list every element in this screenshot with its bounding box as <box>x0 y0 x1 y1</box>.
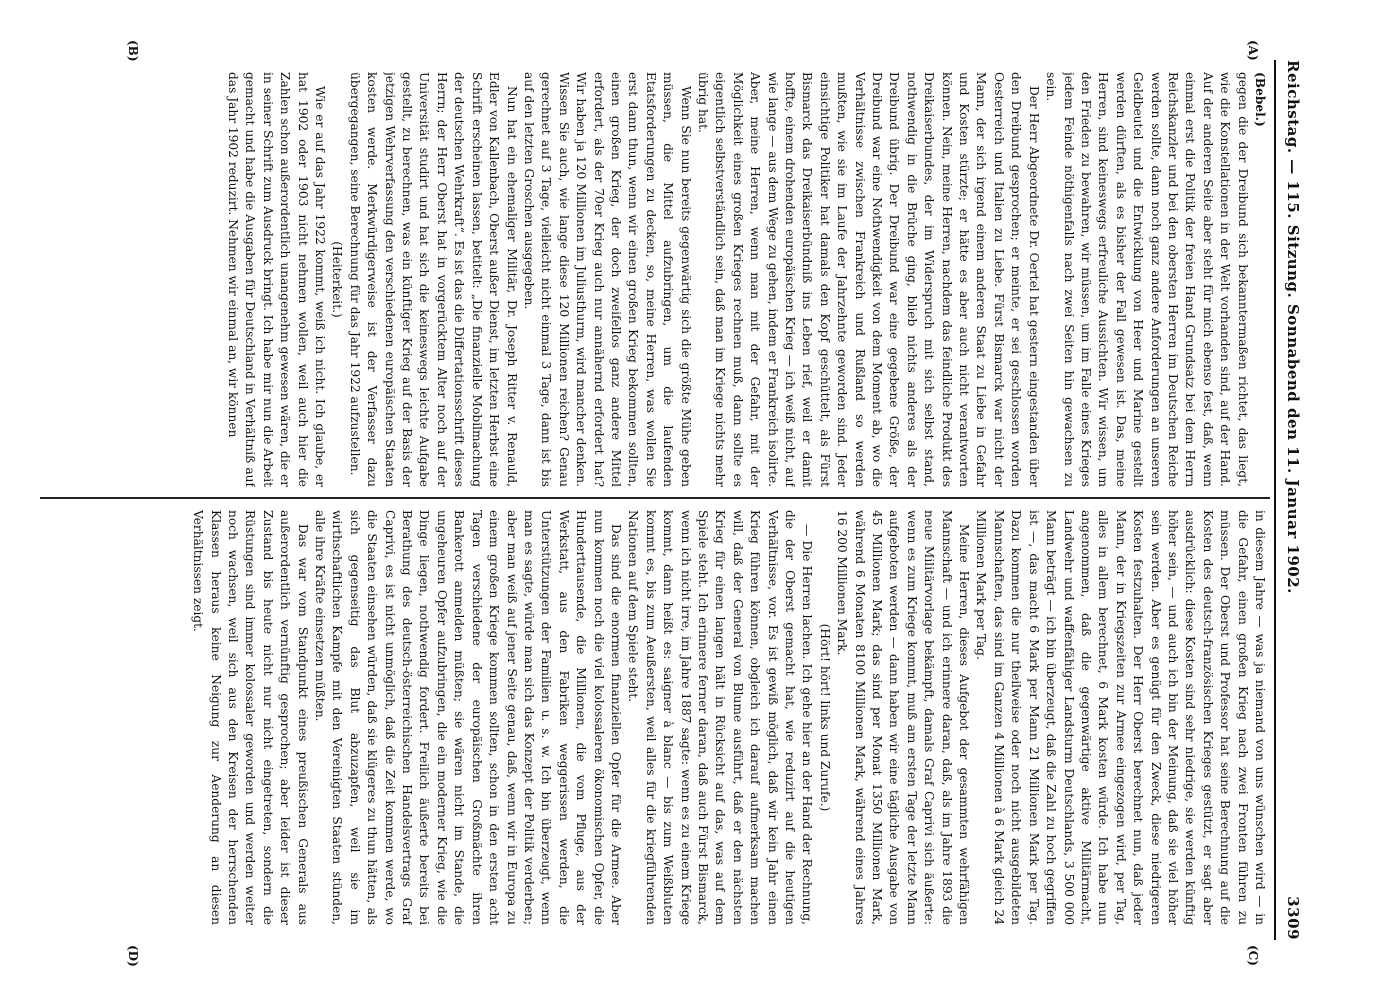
paragraph: Das war vom Standpunkt eines preußischen Generals aus außerordentlich vernünftig gesprochen; aber leider ist dieser Zustand bis heute nicht nur nicht eingetreten, sondern die Rüstungen sind immer kolossaler geworden und werden weiter noch wachsen, weil sich aus den Kreisen der herrschenden Klassen heraus keine Neigung zur Aenderung an diesen Verhältnissen zeigt. <box>191 510 310 925</box>
paragraph: Wie er auf das Jahr 1922 kommt, weiß ich nicht. Ich glaube, er hat 1902 oder 1903 nicht nehmen wollen, weil auch hier die Zahlen schon außerordentlich unangenehm gewesen wären, die er in seiner Schrift zum Ausdruck bringt. Ich habe mir nun die Arbeit gemacht und habe die Ausgaben für Deutschland in Verhältniß auf das Jahr 1902 reduzirt. Nehmen wir einmal an, wir können <box>226 72 328 487</box>
paragraph: gegen die der Dreibund sich bekanntermaßen richtet, das liegt, wie die Konstellationen in der Welt vorhanden sind, auf der Hand. Auf der anderen Seite aber steht für mich ebenso fest, daß, wenn einmal erst die Politik der freien Hand Grundsatz bei dem Herrn Reichskanzler und bei den obersten Herren im Deutschen Reiche werden sollte, dann noch ganz andere Anforderungen an unseren Geldbeutel und die Entwicklung von Heer und Marine gestellt werden dürften, als es bisher der Fall gewesen ist. Das, meine Herren, sind keineswegs erfreuliche Aussichten. Wir wissen, um den Frieden zu bewahren, wir müssen, um im Falle eines Krieges jedem Feinde nöthigenfalls nach zwei Seiten hin gewachsen zu sein. <box>1044 72 1250 487</box>
paragraph: Wenn Sie nun bereits gegenwärtig sich die größte Mühe geben müssen, die Mittel aufzubringen, um die laufenden Etatsforderungen zu decken, so, meine Herren, was wollen Sie erst dann thun, wenn wir einen großen Krieg bekommen sollten, einen großen Krieg, der doch zweifellos ganz andere Mittel erfordert, als der 70er Krieg auch nur annähernd erfordert hat? Wir haben ja 120 Millionen im Juliusthurm, wird mancher denken. Wissen Sie auch, wie lange diese 120 Millionen reichen? Genau gerechnet auf 3 Tage, vielleicht nicht einmal 3 Tage, dann ist bis auf den letzten Groschen ausgegeben. <box>521 72 693 487</box>
interjection: (Hört! hört! links und Zurufe.) <box>817 623 832 812</box>
margin-marker-b: (B) <box>126 40 140 62</box>
speaker-label: (Bebel.) <box>1253 72 1267 127</box>
page-header <box>1276 60 1310 940</box>
header-rule <box>1274 60 1276 940</box>
paragraph: Das sind die enormen finanziellen Opfer für die Armee. Aber nun kommen noch die viel kolossaleren ökonomischen Opfer, die Hunderttausende, die Millionen, die vom Pfluge, aus der Werkstatt, aus den Fabriken weggerissen werden, die Unterstützungen der Familien u. s. w. Ich bin überzeugt, wenn man es sagte, würde man sich das Konzept der Politik verderben; aber man weiß auf jener Seite genau, daß, wenn wir in Europa zu einem großen Kriege kommen sollten, schon in den ersten acht Tagen verschiedene der europäischen Großmächte ihren Bankerott anmelden müßten; sie wären nicht im Stande, die ungeheuren Opfer aufzubringen, die ein moderner Krieg, wie die Dinge liegen, nothwendig fordert. Freilich äußerte bereits bei Berathung des deutsch-österreichischen Handelsvertrags Graf Caprivi, es ist nicht unmöglich, daß die Zeit kommen werde, wo die Staaten einsehen würden, daß sie klügeres zu thun hätten, als sich gegenseitig das Blut abzuzapfen, weil sie im wirthschaftlichen Kampfe mit den Vereinigten Staaten stünden, alle ihre Kräfte einsetzen müßten. <box>313 510 623 925</box>
paragraph: in diesem Jahre — was ja niemand von uns wünschen wird — in die Gefahr, einen großen Krieg nach zwei Fronten führen zu müssen. Der Oberst und Professor hat seine Berechnung auf die Kosten des deutsch-französischen Krieges gestützt, er sagt aber ausdrücklich: diese Kosten sind sehr niedrige, sie werden künftig höher sein, — und auch ich bin der Meinung, daß sie viel höher sein werden. Aber es genügt für den Zweck, diese niedrigeren Kosten festzuhalten. Der Herr Oberst berechnet nun, daß jeder Mann, der in Kriegszeiten zur Armee eingezogen wird, per Tag, alles in allem berechnet, 6 Mark kosten würde. Ich habe nun angenommen, daß die gegenwärtige aktive Militärmacht, Landwehr und waffenfähiger Landsturm Deutschlands, 3 500 000 Mann beträgt — ich bin überzeugt, daß die Zahl zu hoch gegriffen ist —, das macht 6 Mark per Mann 21 Millionen Mark per Tag. Dazu kommen die nur theilweise oder noch nicht ausgebildeten Mannschaften, das sind im Ganzen 4 Millionen à 6 Mark gleich 24 Millionen Mark per Tag. <box>974 510 1267 925</box>
margin-marker-a: (A) <box>1246 40 1260 61</box>
margin-marker-d: (D) <box>126 945 140 967</box>
paragraph: Der Herr Abgeordnete Dr. Oertel hat gestern eingestanden über den Dreibund gesprochen; er meinte, er sei geschlossen worden Oesterreich und Italien zu Liebe. Fürst Bismarck war nicht der Mann, der sich irgend einem anderen Staat zu Liebe in Gefahr und Kosten stürzte; er hätte es aber auch nicht verantworten können. Nein, meine Herren, nachdem das feindliche Produkt des Dreikaiserbundes, der im Widerspruch mit sich selbst stand, nothwendig in die Brüche ging, blieb nichts anderes als der Dreibund übrig. Der Dreibund war eine gegebene Größe, der Dreibund war eine Nothwendigkeit von dem Moment ab, wo die Verhältnisse zwischen Frankreich und Rußland so werden mußten, wie sie im Laufe der Jahrzehnte geworden sind. Jeder einsichtige Politiker hat damals den Kopf geschüttelt, als Fürst Bismarck das Dreikaiserbündniß ins Leben rief, weil er damit hoffte, einem drohenden europäischen Krieg — ich weiß nicht, auf wie lange — aus dem Wege zu gehen, indem er Frankreich isolirte. Aber, meine Herren, wenn man mit der Gefahr, mit der Möglichkeit eines großen Krieges rechnen muß, dann sollte es eigentlich selbstverständlich sein, daß man im Kriege nichts mehr übrig hat. <box>696 72 1041 487</box>
column-divider <box>40 497 1270 499</box>
margin-marker-c: (C) <box>1246 945 1260 966</box>
running-title: Reichstag. — 115. Sitzung. Sonnabend den 11. Januar 1902. <box>1284 60 1302 594</box>
paragraph: — Die Herren lachen. Ich gehe hier an der Hand der Rechnung, die der Oberst gemacht hat, wie reduzirt auf die heutigen Verhältnisse, vor. Es ist gewiß möglich, daß wir kein Jahr einen Krieg führen können, obgleich ich darauf aufmerksam machen will, daß der General von Blume ausführt, daß er den nächsten Krieg für einen langen hält in Rücksicht auf das, was auf dem Spiele steht. Ich erinnere ferner daran, daß auch Fürst Bismarck, wenn ich nicht irre, im Jahre 1887 sagte: wenn es zu einem Kriege kommt, dann heißt es: saigner à blanc — bis zum Weißbluten kommt es, bis zum Aeußersten, weil alles für die kriegführenden Nationen auf dem Spiele steht. <box>626 510 815 925</box>
right-column <box>48 510 1268 925</box>
paragraph: Meine Herren, dieses Aufgebot der gesammten wehrfähigen Mannschaft — und ich erinnere daran, daß, als im Jahre 1893 die neue Militärvorlage bekämpft, damals Graf Caprivi sich äußerte: wenn es zum Kriege kommt, muß am ersten Tage der letzte Mann aufgeboten werden — dann haben wir eine tägliche Ausgabe von 45 Millionen Mark; das sind per Monat 1350 Millionen Mark, während 6 Monaten 8100 Millionen Mark, während eines Jahres 16 200 Millionen Mark. <box>835 510 972 925</box>
paragraph: Nun hat ein ehemaliger Militär, Dr. Joseph Ritter v. Renauld, Edler von Kallenbach, Oberst außer Dienst, im letzten Herbst eine Schrift erscheinen lassen, betitelt: „Die finanzielle Mobilmachung der deutschen Wehrkraft“. Es ist das die Differtationsschrift dieses Herrn; der Herr Oberst hat in vorgerücktem Alter noch auf der Universität studirt und hat sich die keineswegs leichte Aufgabe gestellt, zu berechnen, was ein künftiger Krieg auf der Basis der jetzigen Wehrverfassung den verschiedenen europäischen Staaten kosten werde. Merkwürdigerweise ist der Verfasser dazu übergegangen, seine Berechnung für das Jahr 1922 aufzustellen. <box>347 72 519 487</box>
interjection: (Heiterkeit.) <box>330 241 345 318</box>
page-number: 3309 <box>1284 896 1302 940</box>
left-column <box>48 72 1268 487</box>
